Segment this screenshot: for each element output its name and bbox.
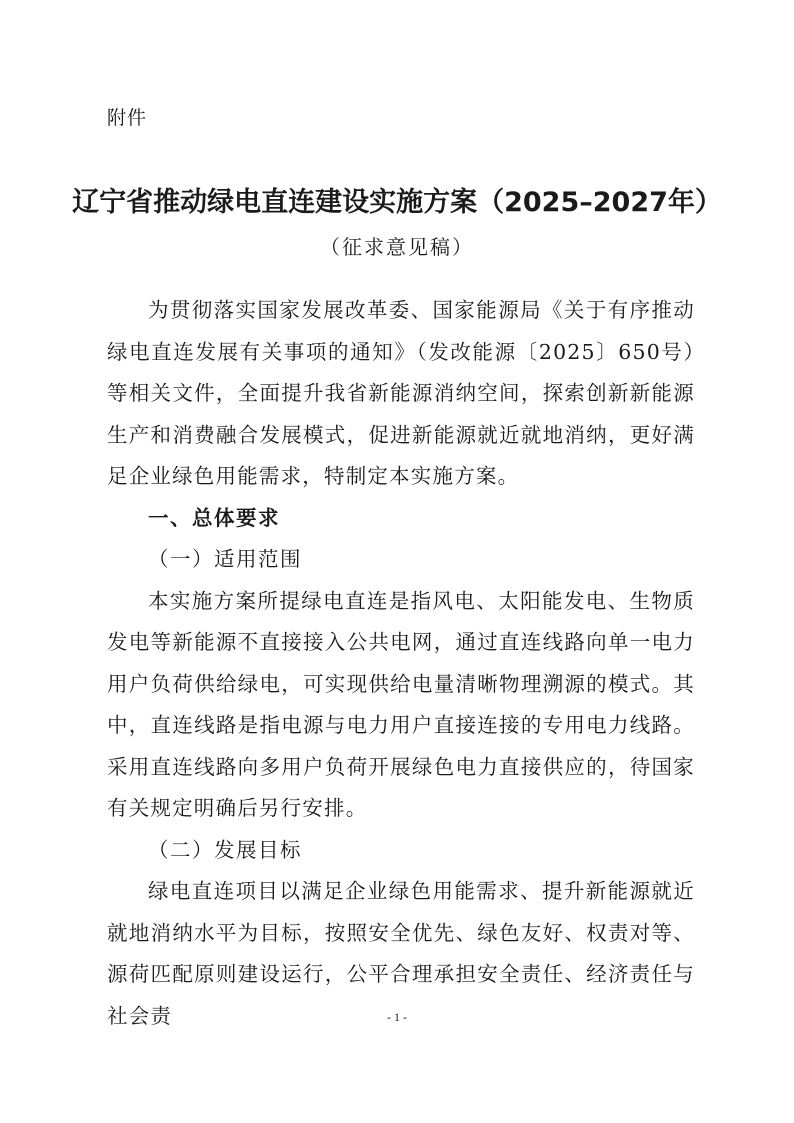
subsection-1-paragraph: 本实施方案所提绿电直连是指风电、太阳能发电、生物质发电等新能源不直接接入公共电网，通过直连线路向单一电力用户负荷供给绿电，可实现供给电量清晰物理溯源的模式。其中，直连线路是指电源与电力用户直接连接的专用电力线路。采用直连线路向多用户负荷开展绿色电力直接供应的，待国家有关规定明确后另行安排。 [107,588,695,820]
document-body [107,290,695,1037]
document-title: 辽宁省推动绿电直连建设实施方案（2025–2027年） [72,187,722,218]
subsection-1-heading: （一）适用范围 [148,547,302,571]
attachment-label: 附件 [107,107,148,129]
subsection-2-paragraph: 绿电直连项目以满足企业绿色用能需求、提升新能源就近就地消纳水平为目标，按照安全优先、绿色友好、权责对等、源荷匹配原则建设运行，公平合理承担安全责任、经济责任与社会责 [107,879,695,1028]
document-subtitle: （征求意见稿） [320,235,474,259]
subsection-2-heading: （二）发展目标 [148,837,302,862]
page-number: - 1 - [387,1010,407,1024]
intro-paragraph: 为贯彻落实国家发展改革委、国家能源局《关于有序推动绿电直连发展有关事项的通知》（发改能源〔2025〕650号）等相关文件，全面提升我省新能源消纳空间，探索创新新能源生产和消费融合发展模式，促进新能源就近就地消纳，更好满足企业绿色用能需求，特制定本实施方案。 [107,298,695,488]
section-1-heading: 一、总体要求 [148,505,280,530]
